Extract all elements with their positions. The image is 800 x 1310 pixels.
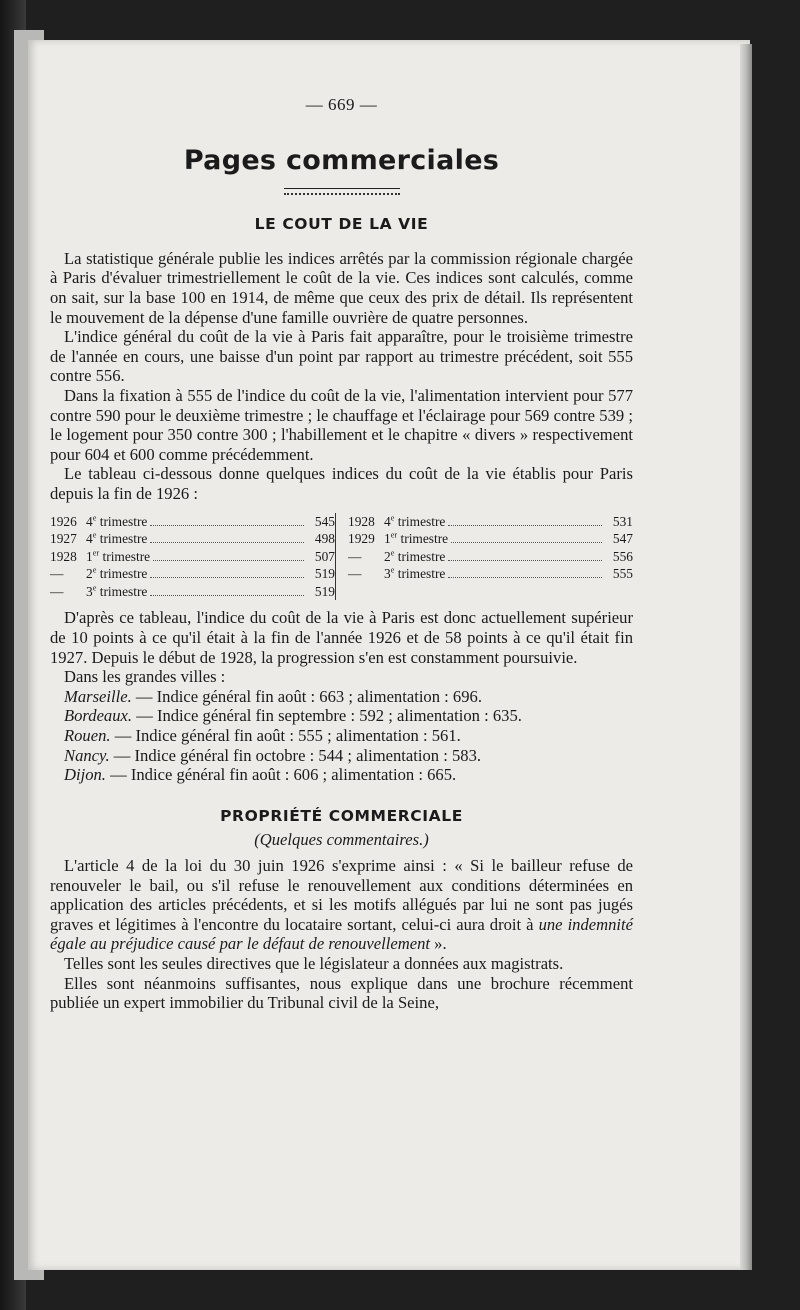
city-line [50,726,633,746]
city-list [50,687,633,785]
quarter-number: 4 [384,513,391,529]
section-heading-propriete: PROPRIÉTÉ COMMERCIALE [220,806,463,825]
quarter-label: trimestre [99,566,148,582]
row-value: 498 [314,531,335,547]
city-name: Nancy. [64,745,110,765]
quarter-number: 2 [86,566,93,582]
quarter-suffix: e [92,513,97,523]
quarter-suffix: e [390,513,395,523]
quarter-number: 3 [86,583,93,599]
row-value: 555 [612,566,633,582]
quarter-suffix: er [390,530,398,540]
page-title: Pages commerciales [183,144,500,176]
row-quarter [384,530,448,548]
table-row [50,565,335,583]
row-value: 531 [612,513,633,529]
quarter-label: trimestre [99,583,148,599]
section-heading-cout-vie: LE COUT DE LA VIE [254,215,429,234]
index-table-right [335,513,633,601]
city-figures: — Indice général fin septembre : 592 ; alimentation : 635. [132,706,522,726]
quarter-suffix: e [92,583,97,593]
row-year: 1927 [50,531,77,547]
leader-dots [153,560,304,561]
table-row [348,548,633,566]
quarter-number: 2 [384,548,391,564]
city-figures: — Indice général fin août : 663 ; alimentation : 696. [131,686,482,706]
quarter-number: 4 [86,531,93,547]
row-year: — [348,548,362,564]
row-quarter [86,513,147,531]
city-name: Dijon. [64,765,106,785]
row-year: 1926 [50,513,77,529]
row-quarter [86,565,147,583]
city-name: Rouen. [64,726,111,746]
row-year: 1929 [348,531,375,547]
italic-quote: une indemnité égale au préjudice causé par le défaut de renouvellement [50,914,634,954]
leader-dots [150,595,304,596]
row-quarter [384,548,445,566]
table-row [348,565,633,583]
quarter-label: trimestre [99,531,148,547]
row-value: 507 [314,548,335,564]
quarter-number: 1 [86,548,93,564]
title-ornament [284,188,400,195]
row-quarter [86,548,150,566]
page-number: — 669 — [305,95,378,114]
row-value: 519 [314,583,335,599]
paragraph: D'après ce tableau, l'indice du coût de la vie à Paris est donc actuellement supérieur de 10 points à ce qu'il était à la fin de l'année 1926 et de 58 points à ce qu'il était fin 1927. Depuis le début de 1928, la progression s'en est constamment poursuivie. [50,608,633,667]
quarter-suffix: e [92,565,97,575]
paragraph: L'indice général du coût de la vie à Paris fait apparaître, pour le troisième trimestre de l'année en cours, une baisse d'un point par rapport au trimestre précédent, soit 555 contre 556. [50,327,633,386]
city-line [50,765,633,785]
city-name: Bordeaux. [64,706,133,726]
page-content [50,95,633,1013]
quarter-number: 3 [384,566,391,582]
index-table [50,513,633,601]
leader-dots [448,577,602,578]
page-edge [740,44,752,1270]
row-quarter [86,530,147,548]
city-line [50,746,633,766]
index-table-left [50,513,335,601]
city-line [50,687,633,707]
row-year: — [50,583,64,599]
row-value: 519 [314,566,335,582]
city-figures: — Indice général fin août : 606 ; alimentation : 665. [105,765,457,785]
quarter-number: 4 [86,513,93,529]
quarter-label: trimestre [397,513,446,529]
leader-dots [451,542,602,543]
table-row [348,530,633,548]
quarter-suffix: e [390,548,395,558]
quarter-number: 1 [384,531,391,547]
leader-dots [448,525,602,526]
paragraph: Dans la fixation à 555 de l'indice du coût de la vie, l'alimentation intervient pour 577 contre 590 pour le deuxième trimestre ; le chauffage et l'éclairage pour 569 contre 539 ; le logement pour 350 contre 300 ; l'habillement et le chapitre « divers » respectivement pour 604 et 600 comme précédemment. [50,385,633,464]
paragraph [50,856,633,954]
section-subtitle: (Quelques commentaires.) [254,830,429,850]
row-year: 1928 [50,548,77,564]
row-value: 547 [612,531,633,547]
quarter-label: trimestre [397,548,446,564]
row-year: — [50,566,64,582]
table-row [50,548,335,566]
quarter-suffix: er [92,548,100,558]
row-quarter [384,513,445,531]
row-quarter [86,583,147,601]
quarter-label: trimestre [99,513,148,529]
row-quarter [384,565,445,583]
quarter-label: trimestre [400,531,449,547]
paragraph: Telles sont les seules directives que le législateur a données aux magistrats. [64,953,564,973]
text-run: ». [430,934,447,954]
text-run: L'article 4 de la loi du 30 juin 1926 s'exprime ainsi : « Si le bailleur refuse de renouveler le bail, ou s'il refuse le renouvellement aux conditions déterminées en application des articles précédents, et si les motifs allégués par lui ne sont pas jugés graves et légitimes à l'encontre du locataire sortant, celui-ci aura droit à [50,856,633,934]
quarter-suffix: e [390,565,395,575]
table-row [50,513,335,531]
city-figures: — Indice général fin août : 555 ; alimentation : 561. [110,726,461,746]
paragraph: Elles sont néanmoins suffisantes, nous explique dans une brochure récemment publiée un expert immobilier du Tribunal civil de la Seine, [50,973,633,1013]
paragraph: Le tableau ci-dessous donne quelques indices du coût de la vie établis pour Paris depuis la fin de 1926 : [50,464,633,503]
row-year: — [348,566,362,582]
row-value: 556 [612,548,633,564]
leader-dots [150,577,304,578]
paragraph: Dans les grandes villes : [64,667,226,687]
row-value: 545 [314,513,335,529]
quarter-label: trimestre [102,548,151,564]
table-row [50,583,335,601]
table-row [50,530,335,548]
city-line [50,706,633,726]
paragraph: La statistique générale publie les indices arrêtés par la commission régionale chargée à Paris d'évaluer trimestriellement le coût de la vie. Ces indices sont calculés, comme on sait, sur la base 100 en 1914, de même que ceux des prix de détail. Ils représentent le mouvement de la dépense d'une famille ouvrière de quatre personnes. [50,248,633,327]
quarter-label: trimestre [397,566,446,582]
city-name: Marseille. [64,686,132,706]
table-row [348,513,633,531]
city-figures: — Indice général fin octobre : 544 ; alimentation : 583. [109,745,482,765]
row-year: 1928 [348,513,375,529]
leader-dots [150,542,304,543]
quarter-suffix: e [92,530,97,540]
leader-dots [448,560,602,561]
leader-dots [150,525,304,526]
